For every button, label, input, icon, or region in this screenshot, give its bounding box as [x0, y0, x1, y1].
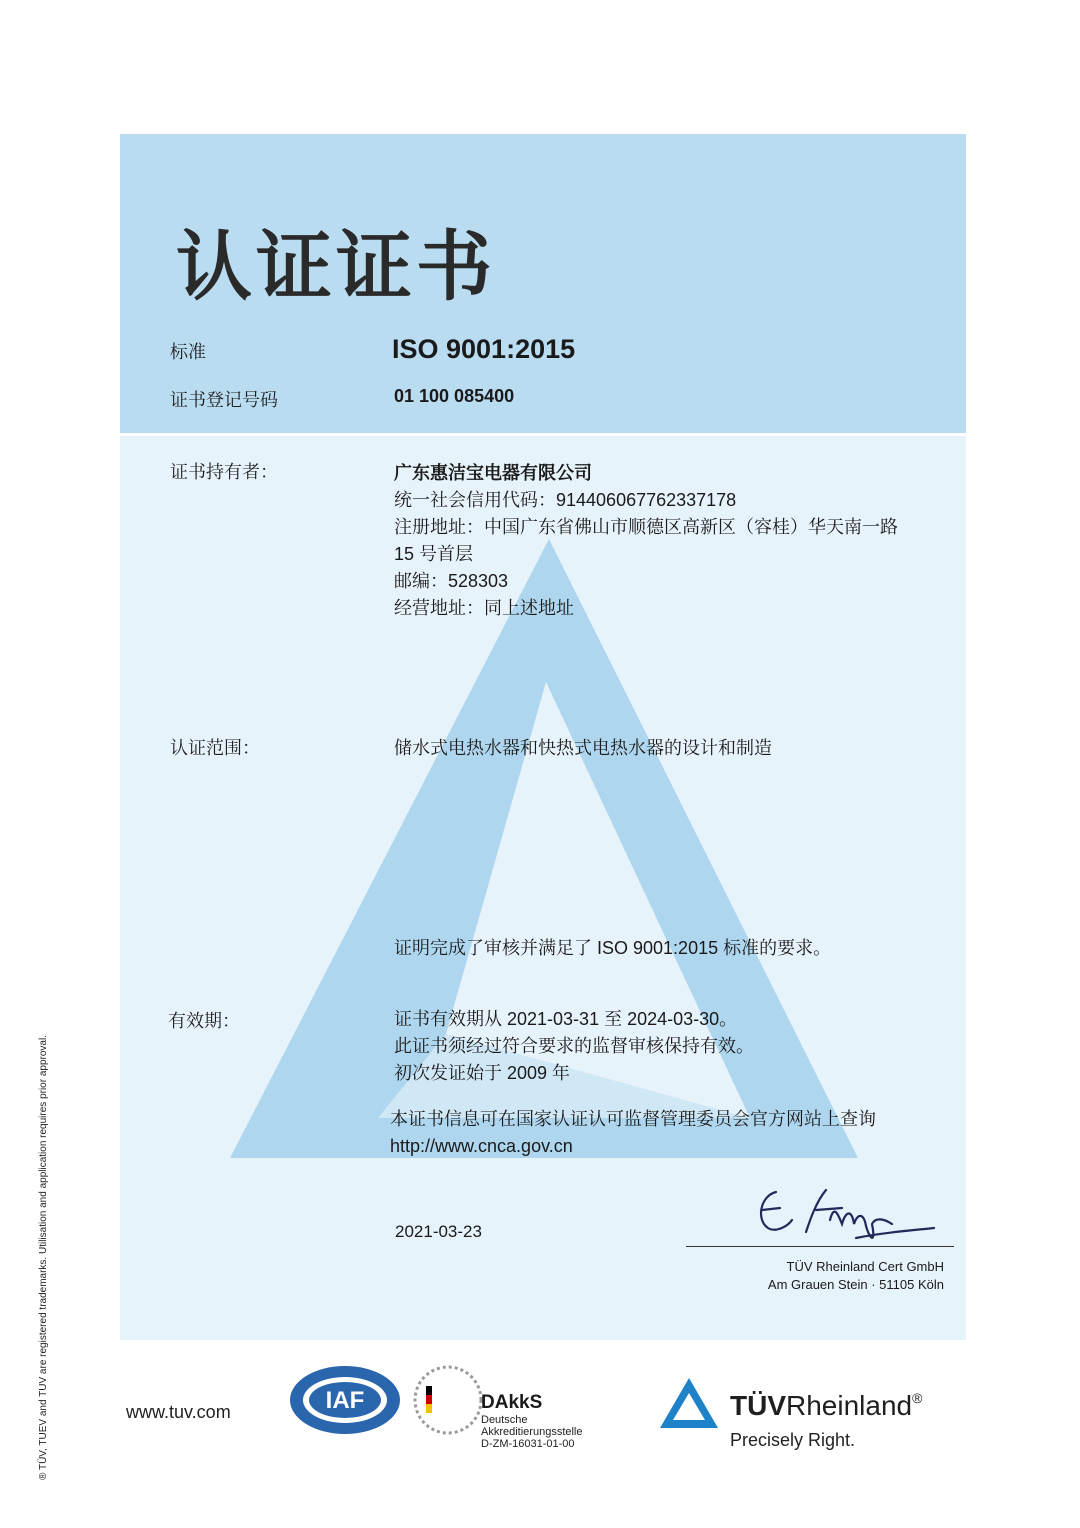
first-issue: 初次发证始于 2009 年	[394, 1063, 571, 1083]
holder-label: 证书持有者：	[170, 462, 278, 482]
holder-business-address: 经营地址：同上述地址	[394, 598, 574, 618]
holder-block	[394, 460, 898, 622]
issuer-block	[768, 1258, 944, 1294]
trademark-note: ® TÜV, TUEV and TUV are registered trademarks. Utilisation and application requires prior approval.	[38, 1035, 49, 1480]
validity-period: 证书有效期从 2021-03-31 至 2024-03-30。	[394, 1009, 738, 1029]
query-note: 本证书信息可在国家认证认可监督管理委员会官方网站上查询	[390, 1109, 876, 1129]
dakks-line-3: D-ZM-16031-01-00	[481, 1438, 575, 1450]
holder-company-name: 广东惠洁宝电器有限公司	[394, 463, 592, 483]
standard-value: ISO 9001:2015	[392, 334, 576, 364]
issuer-address: Am Grauen Stein · 51105 Köln	[767, 1277, 944, 1292]
holder-postcode: 邮编：528303	[394, 571, 509, 591]
tuv-wordmark-rest: Rheinland	[786, 1390, 913, 1421]
dakks-line-2: Akkreditierungsstelle	[481, 1426, 583, 1438]
scope-label: 认证范围：	[170, 738, 260, 758]
query-block	[390, 1106, 876, 1160]
dakks-logo	[412, 1364, 484, 1436]
certificate-panel	[120, 134, 966, 1340]
issuer-name: TÜV Rheinland Cert GmbH	[786, 1259, 944, 1274]
tuv-wordmark	[730, 1390, 922, 1422]
certificate-title: 认证证书	[176, 222, 496, 311]
validity-label: 有效期：	[168, 1011, 240, 1031]
issue-date: 2021-03-23	[395, 1222, 482, 1241]
tuv-wordmark-bold: TÜV	[730, 1390, 786, 1421]
tuv-triangle-logo	[658, 1376, 720, 1430]
holder-credit-code: 统一社会信用代码：91440606776233717​8	[394, 490, 737, 510]
dakks-text	[481, 1392, 583, 1450]
holder-registered-address-cont: 15 号首层	[394, 544, 474, 564]
registration-label: 证书登记号码	[170, 390, 278, 410]
dakks-name: DAkkS	[481, 1392, 543, 1413]
dakks-line-1: Deutsche	[481, 1414, 528, 1426]
svg-text:IAF: IAF	[325, 1387, 365, 1414]
signature-line	[686, 1246, 954, 1247]
tuv-slogan: Precisely Right.	[730, 1430, 856, 1450]
validity-condition: 此证书须经过符合要求的监督审核保持有效。	[394, 1036, 754, 1056]
registered-mark: ®	[912, 1390, 923, 1406]
conformity-statement: 证明完成了审核并满足了 ISO 9001:2015 标准的要求。	[394, 938, 832, 958]
standard-label: 标准	[170, 342, 206, 362]
query-url[interactable]: http://www.cnca.gov.cn	[390, 1136, 573, 1156]
scope-value: 储水式电热水器和快热式电热水器的设计和制造	[394, 738, 772, 758]
tuv-website-link[interactable]: www.tuv.com	[126, 1402, 231, 1422]
iaf-logo	[288, 1364, 402, 1436]
validity-block	[394, 1006, 754, 1087]
signature	[746, 1180, 936, 1250]
registration-number: 01 100 085400	[394, 386, 515, 406]
holder-registered-address: 注册地址：中国广东省佛山市顺德区高新区（容桂）华天南一路	[394, 517, 898, 537]
